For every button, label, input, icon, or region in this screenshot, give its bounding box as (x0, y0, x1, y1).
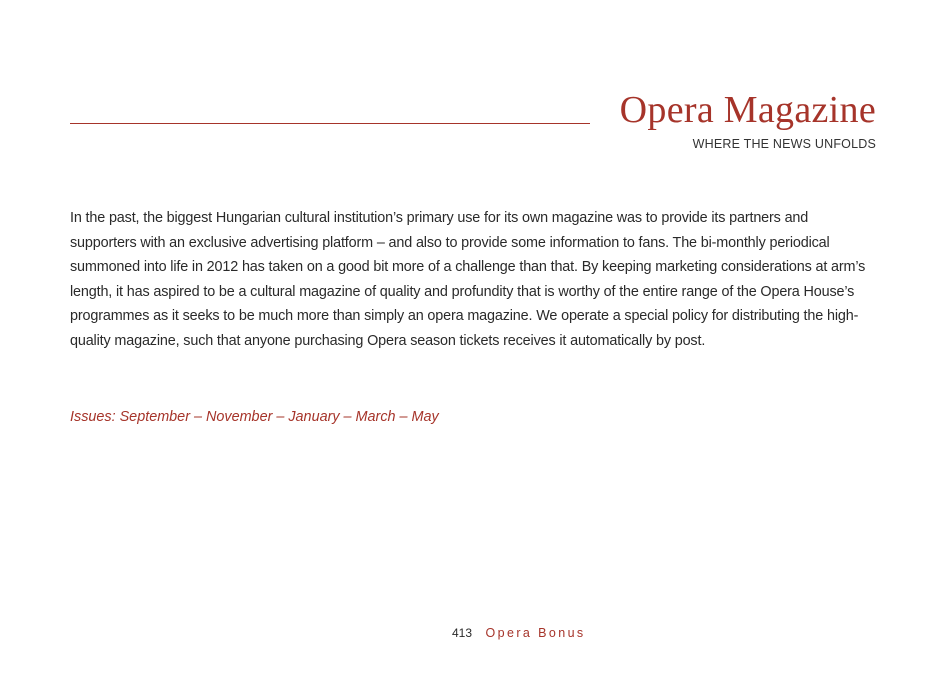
page-number: 413 (452, 626, 473, 640)
issues-line: Issues: September – November – January – March – May (70, 409, 439, 425)
body-paragraph: In the past, the biggest Hungarian cultural institution’s primary use for its own magazine was to provide its partners and supporters with an exclusive advertising platform – and also to provide some information to fans. The bi-monthly periodical summoned into life in 2012 has taken on a good bit more of a challenge than that. By keeping marketing considerations at arm’s length, it has aspired to be a cultural magazine of quality and profundity that is worthy of the entire range of the Opera House’s programmes as it seeks to be much more than simply an opera magazine. We operate a special policy for distributing the high-quality magazine, such that anyone purchasing Opera season tickets receives it automatically by post. (70, 210, 866, 349)
page-subtitle: WHERE THE NEWS UNFOLDS (692, 137, 876, 151)
page-title: Opera Magazine (619, 89, 876, 131)
page-footer (452, 626, 586, 640)
title-rule (70, 123, 590, 124)
section-name: Opera Bonus (485, 626, 586, 640)
